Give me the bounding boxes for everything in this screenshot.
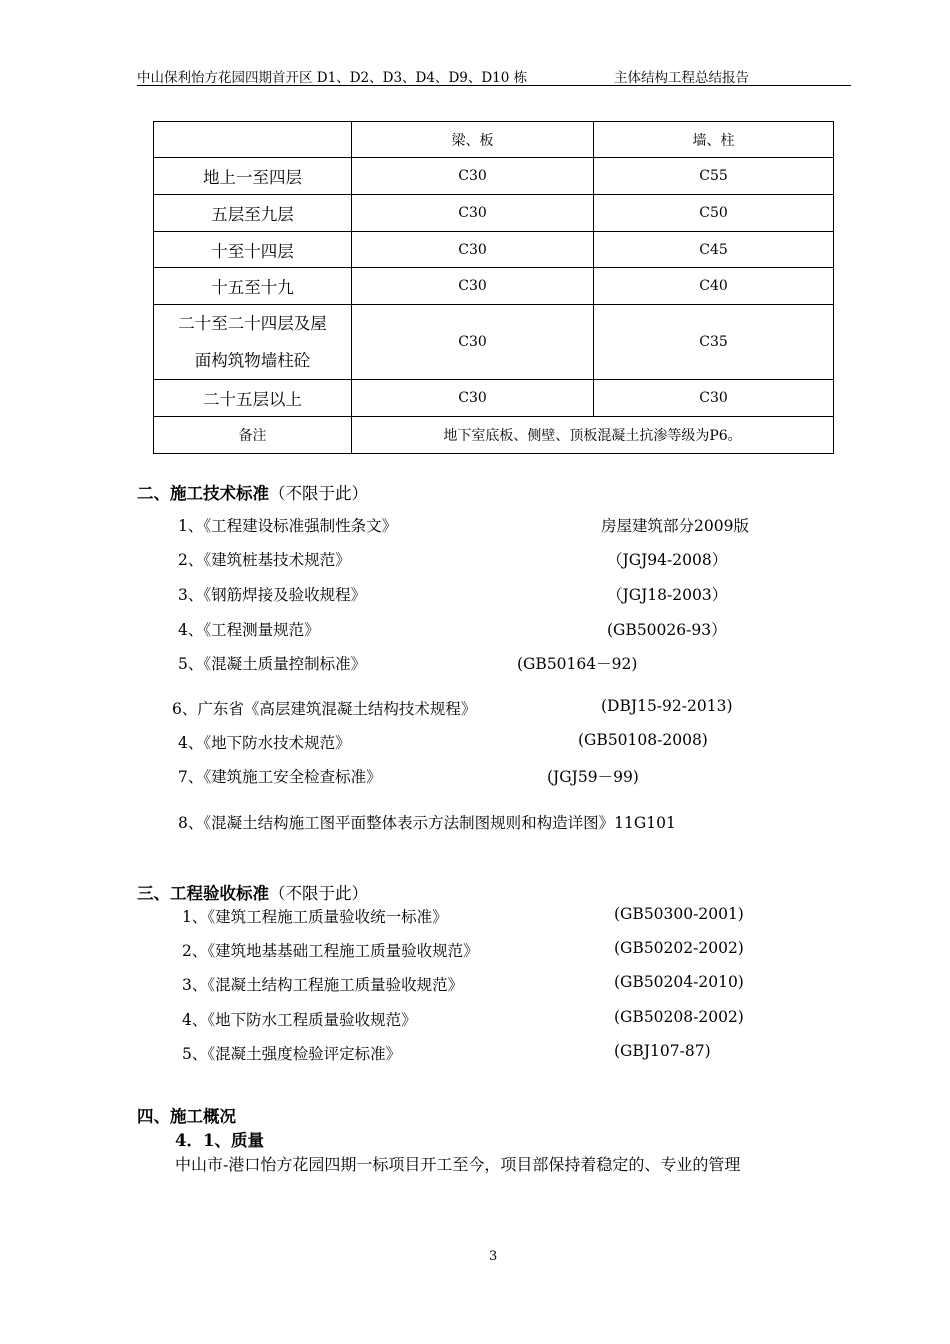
beam-grade-cell: C30 [352,380,594,417]
standard-name: 4、《工程测量规范》 [178,621,320,639]
standard-code: (GB50202-2002) [614,939,744,957]
table-header-cell: 墙、柱 [594,122,834,158]
floor-line-2: 面构筑物墙柱砼 [194,351,311,370]
section3-subtitle: （不限于此） [269,884,368,903]
beam-grade-cell: C30 [352,158,594,195]
standard-name: 5、《混凝土强度检验评定标准》 [182,1045,402,1063]
table-row [154,158,834,195]
section3-title: 三、工程验收标准 [137,884,269,903]
standard-name: 1、《工程建设标准强制性条文》 [178,517,398,535]
header-left: 中山保利怡方花园四期首开区 D1、D2、D3、D4、D9、D10 栋 [137,70,528,86]
header-right: 主体结构工程总结报告 [614,70,749,86]
standard-name: 8、《混凝土结构施工图平面整体表示方法制图规则和构造详图》11G101 [178,814,676,832]
table-row [154,232,834,268]
standard-name: 3、《混凝土结构工程施工质量验收规范》 [182,976,464,994]
standard-code: (GBJ107-87) [614,1042,711,1060]
wall-grade-cell: C30 [594,380,834,417]
standard-name: 4、《地下防水技术规范》 [178,734,351,752]
standard-code: (JGJ59－99) [547,768,639,786]
standard-code: （JGJ18-2003） [607,586,728,604]
table-header-cell [154,122,352,158]
section2-heading [137,480,368,504]
concrete-grade-table [153,121,834,454]
section2-subtitle: （不限于此） [269,484,368,503]
floor-cell: 五层至九层 [154,195,352,232]
standard-code: (GB50204-2010) [614,973,744,991]
wall-grade-cell: C40 [594,268,834,305]
wall-grade-cell: C45 [594,232,834,268]
beam-grade-cell: C30 [352,195,594,232]
standard-code: (GB50108-2008) [578,731,708,749]
table-header-row [154,122,834,158]
section2-title: 二、施工技术标准 [137,484,269,503]
standard-code: (DBJ15-92-2013) [601,697,733,715]
section4-subtitle: 4．1、质量 [175,1131,264,1150]
wall-grade-cell: C55 [594,158,834,195]
standard-code: (GB50208-2002) [614,1008,744,1026]
standard-code: (GB50300-2001) [614,905,744,923]
page-number: 3 [489,1249,498,1264]
standard-name: 7、《建筑施工安全检查标准》 [178,768,382,786]
note-text-cell: 地下室底板、侧壁、顶板混凝土抗渗等级为P6。 [352,417,834,454]
standard-name: 2、《建筑桩基技术规范》 [178,551,351,569]
floor-line-1: 二十至二十四层及屋 [178,314,327,333]
standard-name: 6、广东省《高层建筑混凝土结构技术规程》 [172,700,477,718]
standard-name: 1、《建筑工程施工质量验收统一标准》 [182,908,448,926]
floor-cell-multiline [154,305,352,380]
beam-grade-cell: C30 [352,268,594,305]
beam-grade-cell: C30 [352,232,594,268]
standard-code: 房屋建筑部分2009版 [601,517,749,535]
table-row [154,268,834,305]
table-note-row [154,417,834,454]
standard-code: （JGJ94-2008） [607,551,728,569]
floor-cell: 十五至十九 [154,268,352,305]
table-row [154,305,834,380]
table-row [154,380,834,417]
standard-name: 2、《建筑地基基础工程施工质量验收规范》 [182,942,479,960]
standard-code: (GB50026-93） [607,621,727,639]
standard-name: 3、《钢筋焊接及验收规程》 [178,586,367,604]
header-rule [137,85,851,86]
table-row [154,195,834,232]
note-label-cell: 备注 [154,417,352,454]
standard-name: 4、《地下防水工程质量验收规范》 [182,1011,417,1029]
wall-grade-cell: C35 [594,305,834,380]
beam-grade-cell: C30 [352,305,594,380]
table-header-cell: 梁、板 [352,122,594,158]
section3-heading [137,880,368,904]
standard-code: (GB50164－92) [517,655,638,673]
floor-cell: 十至十四层 [154,232,352,268]
section4-title: 四、施工概况 [137,1107,236,1126]
wall-grade-cell: C50 [594,195,834,232]
floor-cell: 二十五层以上 [154,380,352,417]
standard-name: 5、《混凝土质量控制标准》 [178,655,367,673]
section4-paragraph: 中山市-港口怡方花园四期一标项目开工至今，项目部保持着稳定的、专业的管理 [175,1155,741,1174]
floor-cell: 地上一至四层 [154,158,352,195]
